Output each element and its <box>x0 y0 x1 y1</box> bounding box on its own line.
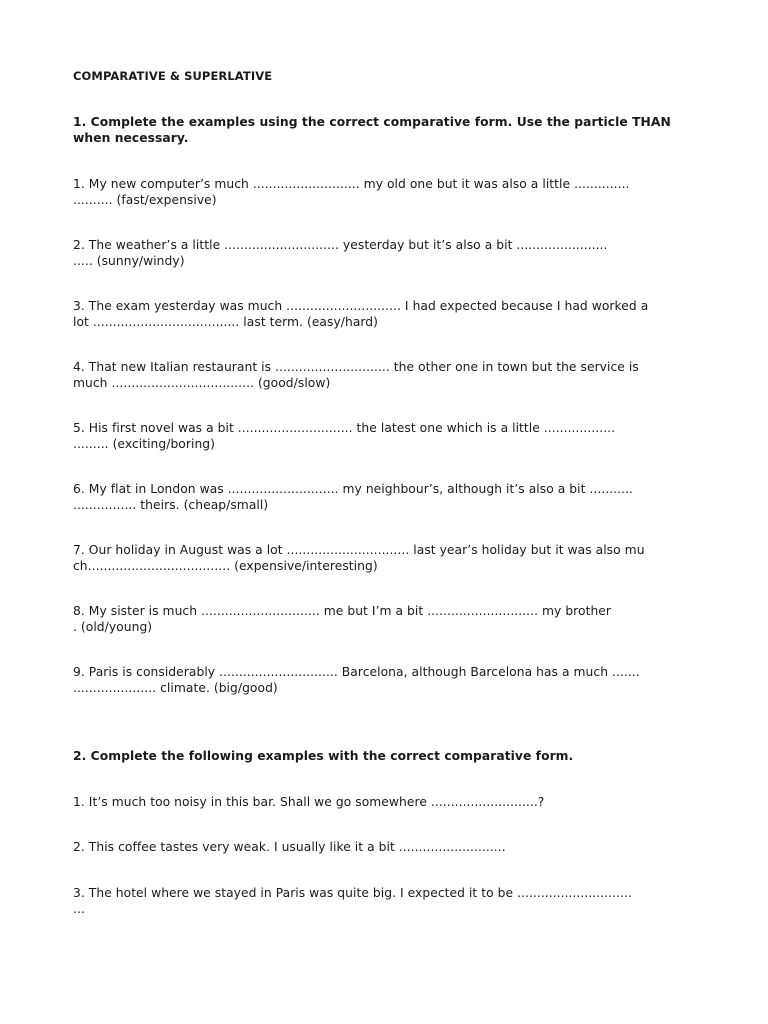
section2-item-1-line1: 1. It’s much too noisy in this bar. Shall we go somewhere ...........................? <box>73 795 545 809</box>
section1-item-9-line1: 9. Paris is considerably .............................. Barcelona, although Barcelona has a much ....... <box>73 665 640 679</box>
section1-item-6-line2: ................ theirs. (cheap/small) <box>73 498 269 512</box>
section1-item-3-line1: 3. The exam yesterday was much ............................. I had expected because I had worked a <box>73 299 649 313</box>
section1-item-5-line2: ......... (exciting/boring) <box>73 437 216 451</box>
section2-item-3-line1: 3. The hotel where we stayed in Paris was quite big. I expected it to be ............................. <box>73 886 632 900</box>
section1-instruction: 1. Complete the examples using the correct comparative form. Use the particle THAN when necessary. <box>73 115 671 145</box>
worksheet-page <box>73 0 698 1024</box>
section1-item-1-line2: .......... (fast/expensive) <box>73 193 217 207</box>
section1-item-5-line1: 5. His first novel was a bit ............................. the latest one which is a little .................. <box>73 421 616 435</box>
page-title: COMPARATIVE & SUPERLATIVE <box>73 69 273 83</box>
section1-item-6-line1: 6. My flat in London was ............................ my neighbour’s, although it’s also a bit ........... <box>73 482 634 496</box>
section1-item-3-line2: lot ..................................... last term. (easy/hard) <box>73 315 379 329</box>
section1-item-1-line1: 1. My new computer’s much ........................... my old one but it was also a little .............. <box>73 177 630 191</box>
section1-item-9-line2: ..................... climate. (big/good) <box>73 681 278 695</box>
section1-item-7-line1: 7. Our holiday in August was a lot ............................... last year’s holiday but it was also mu <box>73 543 645 557</box>
section1-item-4-line1: 4. That new Italian restaurant is ............................. the other one in town but the service is <box>73 360 639 374</box>
section2-item-2-line1: 2. This coffee tastes very weak. I usually like it a bit ........................... <box>73 840 506 854</box>
section1-item-4-line2: much .................................... (good/slow) <box>73 376 331 390</box>
section2-instruction: 2. Complete the following examples with the correct comparative form. <box>73 749 574 763</box>
section2-item-3-line2: ... <box>73 902 85 916</box>
section1-item-8-line1: 8. My sister is much .............................. me but I’m a bit ............................ my brother <box>73 604 612 618</box>
section1-item-2-line2: ..... (sunny/windy) <box>73 254 185 268</box>
section1-item-8-line2: . (old/young) <box>73 620 153 634</box>
section1-item-7-line2: ch.................................... (expensive/interesting) <box>73 559 378 573</box>
section1-item-2-line1: 2. The weather’s a little ............................. yesterday but it’s also a bit ....................... <box>73 238 608 252</box>
